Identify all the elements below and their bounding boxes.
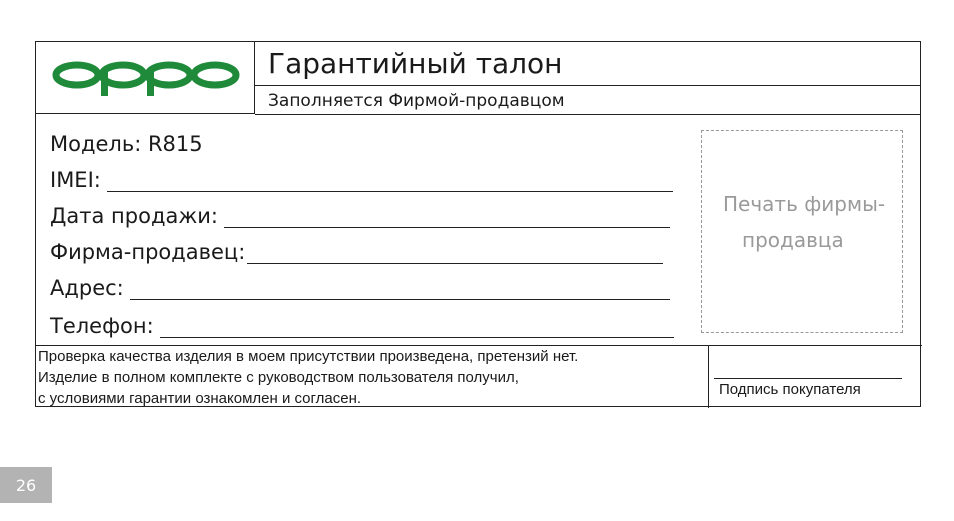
title-cell (255, 42, 920, 86)
address-field (50, 276, 670, 300)
seller-field (50, 240, 663, 264)
model-field (50, 132, 203, 156)
model-label: Модель: R815 (50, 132, 203, 156)
signature-line[interactable] (714, 378, 902, 379)
sale-date-field (50, 204, 670, 228)
imei-label: IMEI: (50, 168, 101, 192)
phone-field (50, 314, 674, 338)
logo-cell (36, 42, 255, 114)
phone-line[interactable] (160, 319, 674, 338)
confirmation-line-3: с условиями гарантии ознакомлен и согласен. (38, 390, 362, 407)
page-number-text: 26 (15, 475, 37, 495)
imei-line[interactable] (107, 173, 673, 192)
address-label: Адрес: (50, 276, 124, 300)
confirmation-text (36, 346, 709, 408)
phone-label: Телефон: (50, 314, 154, 338)
seller-line[interactable] (247, 245, 663, 264)
warranty-card (35, 41, 921, 407)
imei-field (50, 168, 673, 192)
card-subtitle: Заполняется Фирмой-продавцом (268, 91, 565, 111)
confirmation-line-1: Проверка качества изделия в моем присутствии произведена, претензий нет. (38, 348, 579, 365)
sale-date-label: Дата продажи: (50, 204, 218, 228)
oppo-logo (51, 58, 241, 98)
card-title: Гарантийный талон (268, 47, 563, 80)
sale-date-line[interactable] (224, 209, 670, 228)
seller-stamp-box (701, 130, 903, 333)
stamp-text-line2: продавца (742, 228, 844, 252)
signature-label: Подпись покупателя (719, 381, 861, 398)
page-number (0, 467, 52, 503)
subtitle-cell (255, 86, 920, 115)
confirmation-row (36, 345, 922, 408)
address-line[interactable] (130, 281, 670, 300)
stamp-text-line1: Печать фирмы- (723, 192, 886, 216)
seller-label: Фирма-продавец: (50, 240, 246, 264)
confirmation-line-2: Изделие в полном комплекте с руководством пользователя получил, (38, 369, 519, 386)
